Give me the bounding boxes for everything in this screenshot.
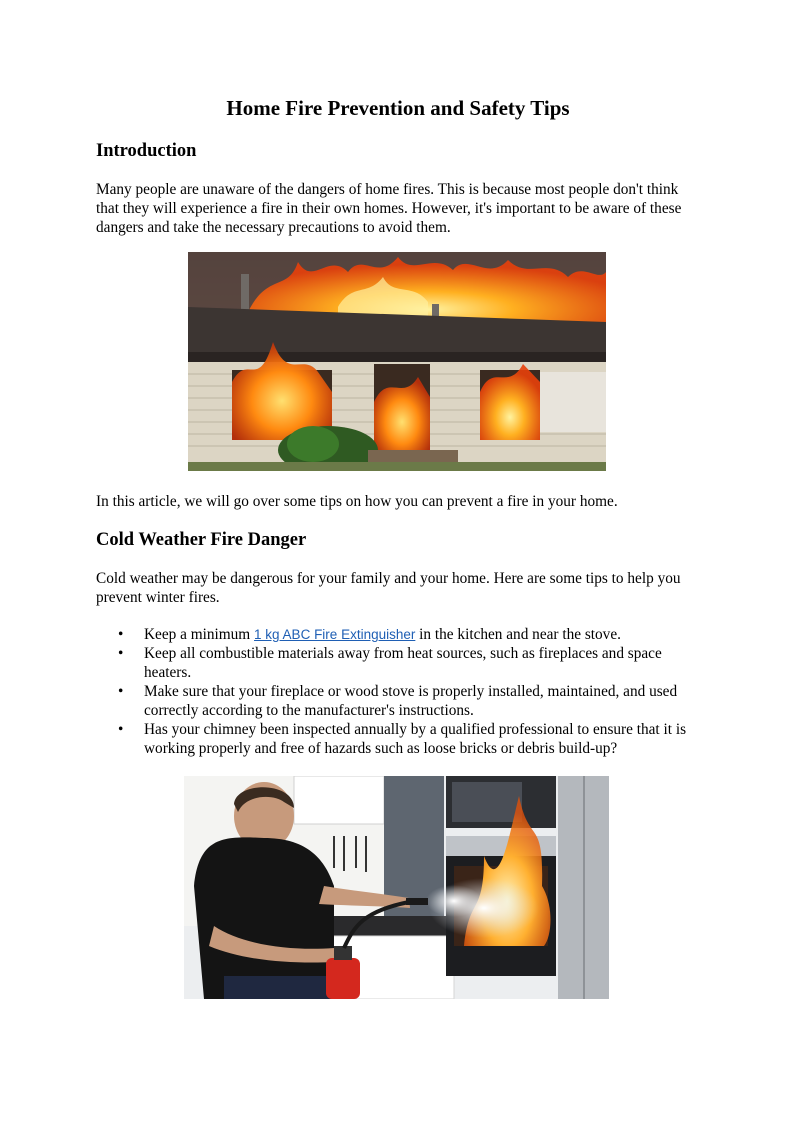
burning-house-image — [188, 252, 606, 471]
list-item-text: Keep a minimum — [144, 626, 255, 643]
cold-weather-paragraph: Cold weather may be dangerous for your family and your home. Here are some tips to help you prevent winter fires. — [96, 570, 681, 606]
list-item-text: in the kitchen and near the stove. — [415, 626, 621, 643]
introduction-paragraph: Many people are unaware of the dangers of home fires. This is because most people don't think that they will experience a fire in their own homes. However, it's important to be aware of these dangers and take the necessary precautions to avoid them. — [96, 181, 682, 236]
cold-weather-tips-list — [96, 625, 700, 758]
document-title: Home Fire Prevention and Safety Tips — [226, 96, 570, 120]
list-item — [96, 625, 700, 644]
cold-weather-heading: Cold Weather Fire Danger — [96, 530, 307, 550]
kitchen-fire-extinguisher-image — [184, 776, 609, 999]
fire-extinguisher-link[interactable]: 1 kg ABC Fire Extinguisher — [254, 627, 416, 642]
list-item: • Has your chimney been inspected annually by a qualified professional to ensure that it is working properly and free of hazards such as loose bricks or debris build-up? — [96, 720, 700, 758]
introduction-heading: Introduction — [96, 141, 197, 161]
list-item: • Make sure that your fireplace or wood stove is properly installed, maintained, and used correctly according to the manufacturer's instructions. — [96, 682, 700, 720]
prevention-intro-paragraph: In this article, we will go over some tips on how you can prevent a fire in your home. — [96, 493, 618, 510]
list-item: • Keep all combustible materials away from heat sources, such as fireplaces and space heaters. — [96, 644, 700, 682]
